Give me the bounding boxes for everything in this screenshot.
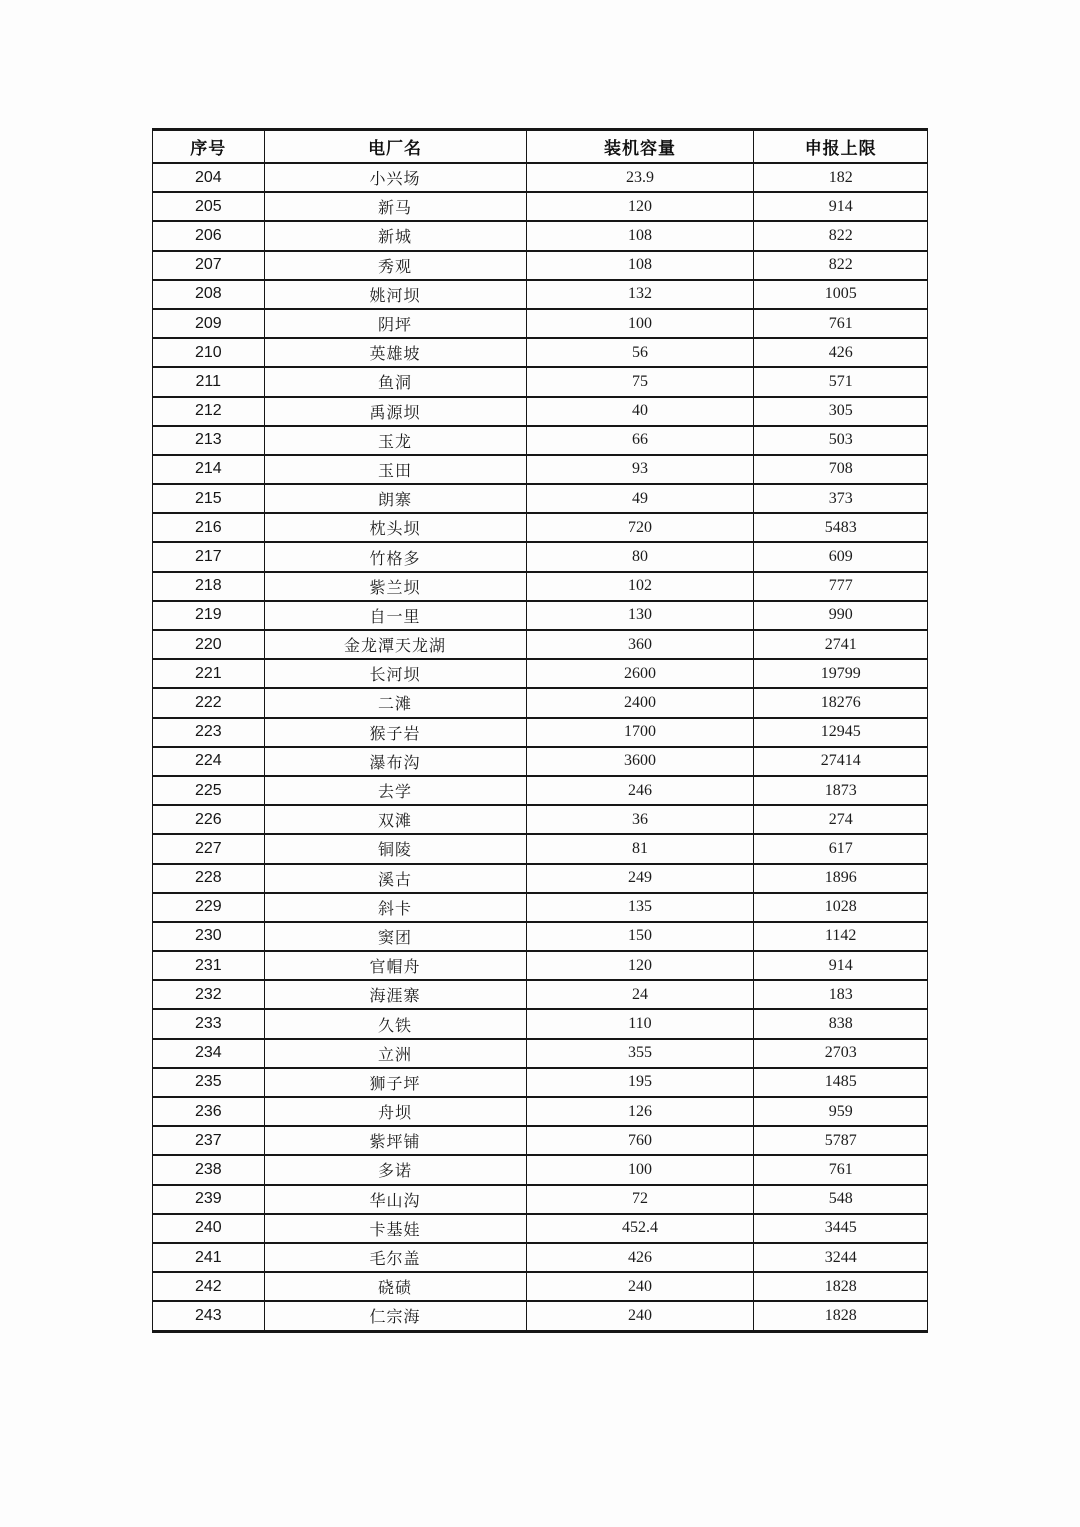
- declared-limit-cell: 503: [754, 426, 928, 455]
- plant-name-cell: 玉龙: [264, 426, 526, 455]
- plant-name-cell: 小兴场: [264, 163, 526, 192]
- plant-name-cell: 阴坪: [264, 309, 526, 338]
- row-index-cell: 214: [153, 455, 265, 484]
- row-index-cell: 218: [153, 572, 265, 601]
- table-row: [153, 1097, 928, 1126]
- installed-capacity-cell: 126: [526, 1097, 754, 1126]
- row-index-cell: 237: [153, 1126, 265, 1155]
- table-row: [153, 893, 928, 922]
- installed-capacity-cell: 24: [526, 980, 754, 1009]
- plant-name-cell: 枕头坝: [264, 513, 526, 542]
- plant-name-cell: 姚河坝: [264, 280, 526, 309]
- declared-limit-cell: 18276: [754, 688, 928, 717]
- installed-capacity-cell: 36: [526, 805, 754, 834]
- installed-capacity-cell: 23.9: [526, 163, 754, 192]
- table-row: [153, 1155, 928, 1184]
- table-row: [153, 513, 928, 542]
- table-row: [153, 1185, 928, 1214]
- table-row: [153, 776, 928, 805]
- plant-name-cell: 卡基娃: [264, 1214, 526, 1243]
- declared-limit-cell: 617: [754, 834, 928, 863]
- plant-name-cell: 官帽舟: [264, 951, 526, 980]
- table-row: [153, 338, 928, 367]
- table-row: [153, 221, 928, 250]
- row-index-cell: 211: [153, 367, 265, 396]
- plant-name-cell: 瀑布沟: [264, 747, 526, 776]
- declared-limit-cell: 5483: [754, 513, 928, 542]
- table-row: [153, 659, 928, 688]
- installed-capacity-cell: 56: [526, 338, 754, 367]
- table-row: [153, 1126, 928, 1155]
- installed-capacity-cell: 426: [526, 1243, 754, 1272]
- installed-capacity-cell: 760: [526, 1126, 754, 1155]
- declared-limit-cell: 914: [754, 192, 928, 221]
- plant-name-cell: 久铁: [264, 1009, 526, 1038]
- plant-name-cell: 禹源坝: [264, 397, 526, 426]
- installed-capacity-cell: 240: [526, 1301, 754, 1331]
- declared-limit-cell: 12945: [754, 718, 928, 747]
- installed-capacity-cell: 360: [526, 630, 754, 659]
- table-row: [153, 718, 928, 747]
- declared-limit-cell: 27414: [754, 747, 928, 776]
- installed-capacity-cell: 108: [526, 251, 754, 280]
- installed-capacity-cell: 75: [526, 367, 754, 396]
- plant-name-cell: 去学: [264, 776, 526, 805]
- table-row: [153, 542, 928, 571]
- power-plant-table: [152, 128, 928, 1333]
- declared-limit-cell: 548: [754, 1185, 928, 1214]
- header-cell-limit: 申报上限: [754, 130, 928, 164]
- installed-capacity-cell: 1700: [526, 718, 754, 747]
- row-index-cell: 213: [153, 426, 265, 455]
- table-row: [153, 309, 928, 338]
- plant-name-cell: 竹格多: [264, 542, 526, 571]
- installed-capacity-cell: 120: [526, 951, 754, 980]
- row-index-cell: 221: [153, 659, 265, 688]
- table-row: [153, 163, 928, 192]
- table-row: [153, 1214, 928, 1243]
- row-index-cell: 212: [153, 397, 265, 426]
- plant-name-cell: 新马: [264, 192, 526, 221]
- plant-name-cell: 毛尔盖: [264, 1243, 526, 1272]
- row-index-cell: 215: [153, 484, 265, 513]
- plant-name-cell: 立洲: [264, 1039, 526, 1068]
- declared-limit-cell: 761: [754, 309, 928, 338]
- plant-name-cell: 新城: [264, 221, 526, 250]
- header-cell-name: 电厂名: [264, 130, 526, 164]
- table-row: [153, 455, 928, 484]
- declared-limit-cell: 373: [754, 484, 928, 513]
- declared-limit-cell: 838: [754, 1009, 928, 1038]
- row-index-cell: 235: [153, 1068, 265, 1097]
- table-row: [153, 1243, 928, 1272]
- plant-name-cell: 海涯寨: [264, 980, 526, 1009]
- declared-limit-cell: 1828: [754, 1272, 928, 1301]
- declared-limit-cell: 822: [754, 251, 928, 280]
- plant-name-cell: 玉田: [264, 455, 526, 484]
- declared-limit-cell: 1828: [754, 1301, 928, 1331]
- row-index-cell: 227: [153, 834, 265, 863]
- table-row: [153, 922, 928, 951]
- row-index-cell: 206: [153, 221, 265, 250]
- row-index-cell: 204: [153, 163, 265, 192]
- plant-name-cell: 猴子岩: [264, 718, 526, 747]
- table-row: [153, 1039, 928, 1068]
- plant-name-cell: 紫坪铺: [264, 1126, 526, 1155]
- declared-limit-cell: 426: [754, 338, 928, 367]
- plant-name-cell: 狮子坪: [264, 1068, 526, 1097]
- table-row: [153, 1301, 928, 1331]
- plant-name-cell: 华山沟: [264, 1185, 526, 1214]
- installed-capacity-cell: 355: [526, 1039, 754, 1068]
- header-row: [153, 130, 928, 164]
- table-row: [153, 747, 928, 776]
- installed-capacity-cell: 102: [526, 572, 754, 601]
- table-row: [153, 280, 928, 309]
- plant-name-cell: 仁宗海: [264, 1301, 526, 1331]
- table-row: [153, 601, 928, 630]
- installed-capacity-cell: 108: [526, 221, 754, 250]
- row-index-cell: 207: [153, 251, 265, 280]
- installed-capacity-cell: 249: [526, 864, 754, 893]
- row-index-cell: 238: [153, 1155, 265, 1184]
- table-row: [153, 688, 928, 717]
- row-index-cell: 208: [153, 280, 265, 309]
- declared-limit-cell: 305: [754, 397, 928, 426]
- plant-name-cell: 金龙潭天龙湖: [264, 630, 526, 659]
- plant-name-cell: 斜卡: [264, 893, 526, 922]
- table-row: [153, 426, 928, 455]
- installed-capacity-cell: 110: [526, 1009, 754, 1038]
- plant-name-cell: 鱼洞: [264, 367, 526, 396]
- row-index-cell: 222: [153, 688, 265, 717]
- declared-limit-cell: 959: [754, 1097, 928, 1126]
- row-index-cell: 225: [153, 776, 265, 805]
- table-row: [153, 1272, 928, 1301]
- plant-name-cell: 溪古: [264, 864, 526, 893]
- table-row: [153, 805, 928, 834]
- installed-capacity-cell: 3600: [526, 747, 754, 776]
- plant-name-cell: 英雄坡: [264, 338, 526, 367]
- table-row: [153, 192, 928, 221]
- declared-limit-cell: 274: [754, 805, 928, 834]
- installed-capacity-cell: 132: [526, 280, 754, 309]
- table-row: [153, 951, 928, 980]
- plant-name-cell: 二滩: [264, 688, 526, 717]
- installed-capacity-cell: 49: [526, 484, 754, 513]
- row-index-cell: 223: [153, 718, 265, 747]
- declared-limit-cell: 914: [754, 951, 928, 980]
- table-row: [153, 397, 928, 426]
- table-row: [153, 367, 928, 396]
- installed-capacity-cell: 81: [526, 834, 754, 863]
- row-index-cell: 219: [153, 601, 265, 630]
- row-index-cell: 230: [153, 922, 265, 951]
- plant-name-cell: 双滩: [264, 805, 526, 834]
- row-index-cell: 217: [153, 542, 265, 571]
- row-index-cell: 236: [153, 1097, 265, 1126]
- row-index-cell: 224: [153, 747, 265, 776]
- installed-capacity-cell: 72: [526, 1185, 754, 1214]
- declared-limit-cell: 2703: [754, 1039, 928, 1068]
- plant-name-cell: 铜陵: [264, 834, 526, 863]
- declared-limit-cell: 1005: [754, 280, 928, 309]
- table-body: [153, 163, 928, 1331]
- plant-name-cell: 朗寨: [264, 484, 526, 513]
- plant-name-cell: 自一里: [264, 601, 526, 630]
- table-row: [153, 864, 928, 893]
- row-index-cell: 243: [153, 1301, 265, 1331]
- declared-limit-cell: 822: [754, 221, 928, 250]
- installed-capacity-cell: 100: [526, 309, 754, 338]
- declared-limit-cell: 1896: [754, 864, 928, 893]
- row-index-cell: 232: [153, 980, 265, 1009]
- plant-name-cell: 长河坝: [264, 659, 526, 688]
- installed-capacity-cell: 720: [526, 513, 754, 542]
- installed-capacity-cell: 120: [526, 192, 754, 221]
- row-index-cell: 216: [153, 513, 265, 542]
- table-row: [153, 980, 928, 1009]
- installed-capacity-cell: 195: [526, 1068, 754, 1097]
- plant-name-cell: 舟坝: [264, 1097, 526, 1126]
- declared-limit-cell: 182: [754, 163, 928, 192]
- row-index-cell: 210: [153, 338, 265, 367]
- declared-limit-cell: 761: [754, 1155, 928, 1184]
- table-row: [153, 484, 928, 513]
- table-row: [153, 251, 928, 280]
- installed-capacity-cell: 100: [526, 1155, 754, 1184]
- installed-capacity-cell: 135: [526, 893, 754, 922]
- row-index-cell: 205: [153, 192, 265, 221]
- installed-capacity-cell: 150: [526, 922, 754, 951]
- row-index-cell: 233: [153, 1009, 265, 1038]
- header-cell-capacity: 装机容量: [526, 130, 754, 164]
- plant-name-cell: 秀观: [264, 251, 526, 280]
- row-index-cell: 220: [153, 630, 265, 659]
- table-row: [153, 834, 928, 863]
- row-index-cell: 228: [153, 864, 265, 893]
- row-index-cell: 234: [153, 1039, 265, 1068]
- declared-limit-cell: 708: [754, 455, 928, 484]
- installed-capacity-cell: 93: [526, 455, 754, 484]
- declared-limit-cell: 1873: [754, 776, 928, 805]
- declared-limit-cell: 1028: [754, 893, 928, 922]
- row-index-cell: 226: [153, 805, 265, 834]
- plant-name-cell: 硗碛: [264, 1272, 526, 1301]
- installed-capacity-cell: 246: [526, 776, 754, 805]
- installed-capacity-cell: 130: [526, 601, 754, 630]
- declared-limit-cell: 777: [754, 572, 928, 601]
- table-row: [153, 1068, 928, 1097]
- declared-limit-cell: 571: [754, 367, 928, 396]
- table-row: [153, 572, 928, 601]
- installed-capacity-cell: 2400: [526, 688, 754, 717]
- installed-capacity-cell: 2600: [526, 659, 754, 688]
- declared-limit-cell: 609: [754, 542, 928, 571]
- row-index-cell: 209: [153, 309, 265, 338]
- declared-limit-cell: 1485: [754, 1068, 928, 1097]
- plant-name-cell: 紫兰坝: [264, 572, 526, 601]
- row-index-cell: 231: [153, 951, 265, 980]
- installed-capacity-cell: 80: [526, 542, 754, 571]
- declared-limit-cell: 1142: [754, 922, 928, 951]
- declared-limit-cell: 990: [754, 601, 928, 630]
- plant-name-cell: 窦团: [264, 922, 526, 951]
- declared-limit-cell: 5787: [754, 1126, 928, 1155]
- declared-limit-cell: 183: [754, 980, 928, 1009]
- declared-limit-cell: 19799: [754, 659, 928, 688]
- row-index-cell: 242: [153, 1272, 265, 1301]
- table-row: [153, 1009, 928, 1038]
- declared-limit-cell: 2741: [754, 630, 928, 659]
- installed-capacity-cell: 452.4: [526, 1214, 754, 1243]
- installed-capacity-cell: 66: [526, 426, 754, 455]
- declared-limit-cell: 3244: [754, 1243, 928, 1272]
- row-index-cell: 229: [153, 893, 265, 922]
- table-row: [153, 630, 928, 659]
- row-index-cell: 240: [153, 1214, 265, 1243]
- header-cell-index: 序号: [153, 130, 265, 164]
- row-index-cell: 239: [153, 1185, 265, 1214]
- declared-limit-cell: 3445: [754, 1214, 928, 1243]
- installed-capacity-cell: 240: [526, 1272, 754, 1301]
- installed-capacity-cell: 40: [526, 397, 754, 426]
- row-index-cell: 241: [153, 1243, 265, 1272]
- plant-name-cell: 多诺: [264, 1155, 526, 1184]
